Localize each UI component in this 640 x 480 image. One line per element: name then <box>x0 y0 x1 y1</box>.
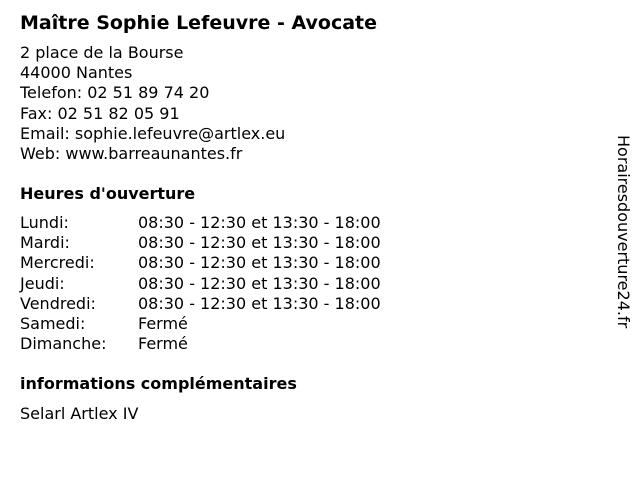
page-title: Maître Sophie Lefeuvre - Avocate <box>20 12 378 34</box>
hours-row-saturday <box>20 314 440 334</box>
hours-row-tuesday <box>20 233 440 253</box>
opening-hours-heading: Heures d'ouverture <box>20 184 196 203</box>
day-label: Dimanche: <box>20 334 107 354</box>
day-label: Mercredi: <box>20 253 95 273</box>
day-hours: 08:30 - 12:30 et 13:30 - 18:00 <box>138 253 381 273</box>
day-hours: 08:30 - 12:30 et 13:30 - 18:00 <box>138 293 381 313</box>
additional-info-text: Selarl Artlex IV <box>20 404 139 423</box>
day-hours: Fermé <box>138 313 188 333</box>
web-line: Web: www.barreaunantes.fr <box>20 144 243 164</box>
additional-info-heading: informations complémentaires <box>20 374 297 393</box>
day-hours: 08:30 - 12:30 et 13:30 - 18:00 <box>138 273 381 293</box>
day-label: Lundi: <box>20 213 69 232</box>
hours-row-sunday <box>20 334 440 354</box>
day-label: Jeudi: <box>20 273 65 293</box>
contact-block <box>20 43 285 164</box>
address-street: 2 place de la Bourse <box>20 43 184 62</box>
day-hours: 08:30 - 12:30 et 13:30 - 18:00 <box>138 213 381 232</box>
address-city: 44000 Nantes <box>20 63 133 83</box>
phone-line: Telefon: 02 51 89 74 20 <box>20 83 210 103</box>
hours-row-monday <box>20 213 440 233</box>
fax-line: Fax: 02 51 82 05 91 <box>20 103 180 123</box>
day-label: Samedi: <box>20 313 86 333</box>
hours-row-wednesday <box>20 253 440 273</box>
watermark-text: Horairesdouverture24.fr <box>614 135 633 329</box>
day-hours: Fermé <box>138 334 188 354</box>
email-line: Email: sophie.lefeuvre@artlex.eu <box>20 123 286 143</box>
opening-hours-list <box>20 213 440 354</box>
hours-row-thursday <box>20 274 440 294</box>
day-hours: 08:30 - 12:30 et 13:30 - 18:00 <box>138 233 381 253</box>
hours-row-friday <box>20 294 440 314</box>
site-watermark <box>612 135 634 371</box>
day-label: Vendredi: <box>20 293 96 313</box>
day-label: Mardi: <box>20 233 70 253</box>
